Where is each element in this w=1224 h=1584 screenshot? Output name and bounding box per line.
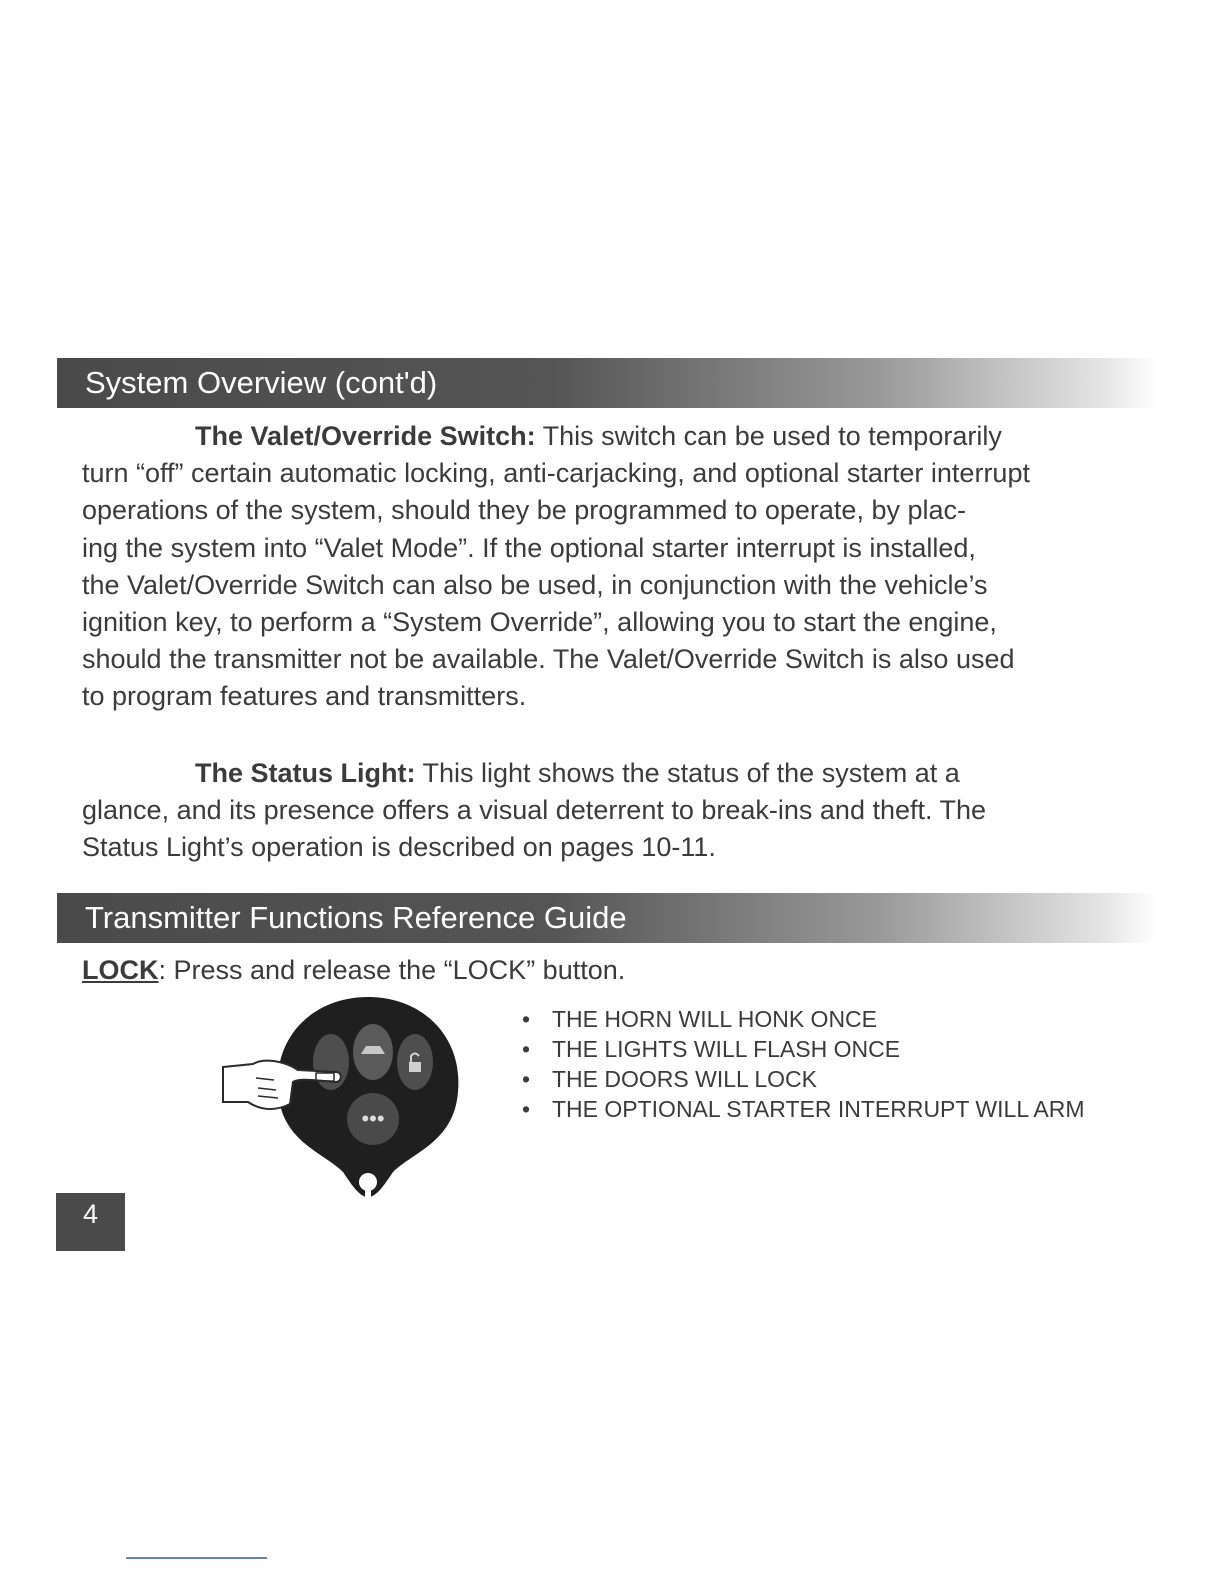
section-title: Transmitter Functions Reference Guide [85,900,627,935]
list-item-text: THE DOORS WILL LOCK [552,1066,817,1092]
list-item [522,1034,1084,1064]
term-status-light: The Status Light: [195,758,416,788]
paragraph-line: ignition key, to perform a “System Override”, allowing you to start the engine, [82,607,997,638]
bullet-icon: • [522,1066,531,1092]
lock-term: LOCK [82,955,159,985]
term-valet-override: The Valet/Override Switch: [195,421,536,451]
lock-instruction-text: Press and release the “LOCK” button. [166,955,626,985]
paragraph-line [82,418,1182,455]
list-item-text: THE LIGHTS WILL FLASH ONCE [552,1036,901,1062]
section-title: System Overview (cont'd) [85,365,438,400]
aux-button-dots: ••• [361,1106,385,1131]
bullet-icon: • [522,1096,531,1122]
paragraph-line: to program features and transmitters. [82,681,527,712]
keyring-icon [359,1173,377,1202]
paragraph-text: This switch can be used to temporarily [535,421,1002,451]
paragraph-text: This light shows the status of the system at a [415,758,960,788]
paragraph-line: the Valet/Override Switch can also be used, in conjunction with the vehicle’s [82,569,988,600]
bullet-icon: • [522,1006,531,1032]
valet-override-paragraph [82,418,1182,716]
paragraph-line [82,755,1182,792]
paragraph-line: turn “off” certain automatic locking, anti-carjacking, and optional starter interrupt [82,458,1030,489]
footer-rule [126,1557,267,1559]
unlock-padlock-icon [409,1062,421,1072]
list-item-text: THE OPTIONAL STARTER INTERRUPT WILL ARM [552,1096,1085,1122]
paragraph-line: glance, and its presence offers a visual deterrent to break-ins and theft. The [82,795,987,826]
page-number: 4 [56,1193,125,1251]
bullet-icon: • [522,1036,531,1062]
paragraph-line: operations of the system, should they be programmed to operate, by plac- [82,495,966,526]
list-item-text: THE HORN WILL HONK ONCE [552,1006,878,1032]
lock-colon: : [158,955,167,985]
paragraph-line: ing the system into “Valet Mode”. If the optional starter interrupt is installed, [82,532,976,563]
list-item [522,1094,1084,1124]
lock-instruction [82,952,625,989]
status-light-paragraph [82,755,1182,867]
section-header-transmitter-functions [57,893,1157,943]
paragraph-line: should the transmitter not be available. The Valet/Override Switch is also used [82,644,1015,675]
list-item [522,1064,1084,1094]
section-header-system-overview [57,358,1157,408]
paragraph-line: Status Light’s operation is described on pages 10-11. [82,832,716,863]
lock-results-list [522,1004,1084,1124]
remote-transmitter-illustration [218,992,468,1207]
list-item [522,1004,1084,1034]
